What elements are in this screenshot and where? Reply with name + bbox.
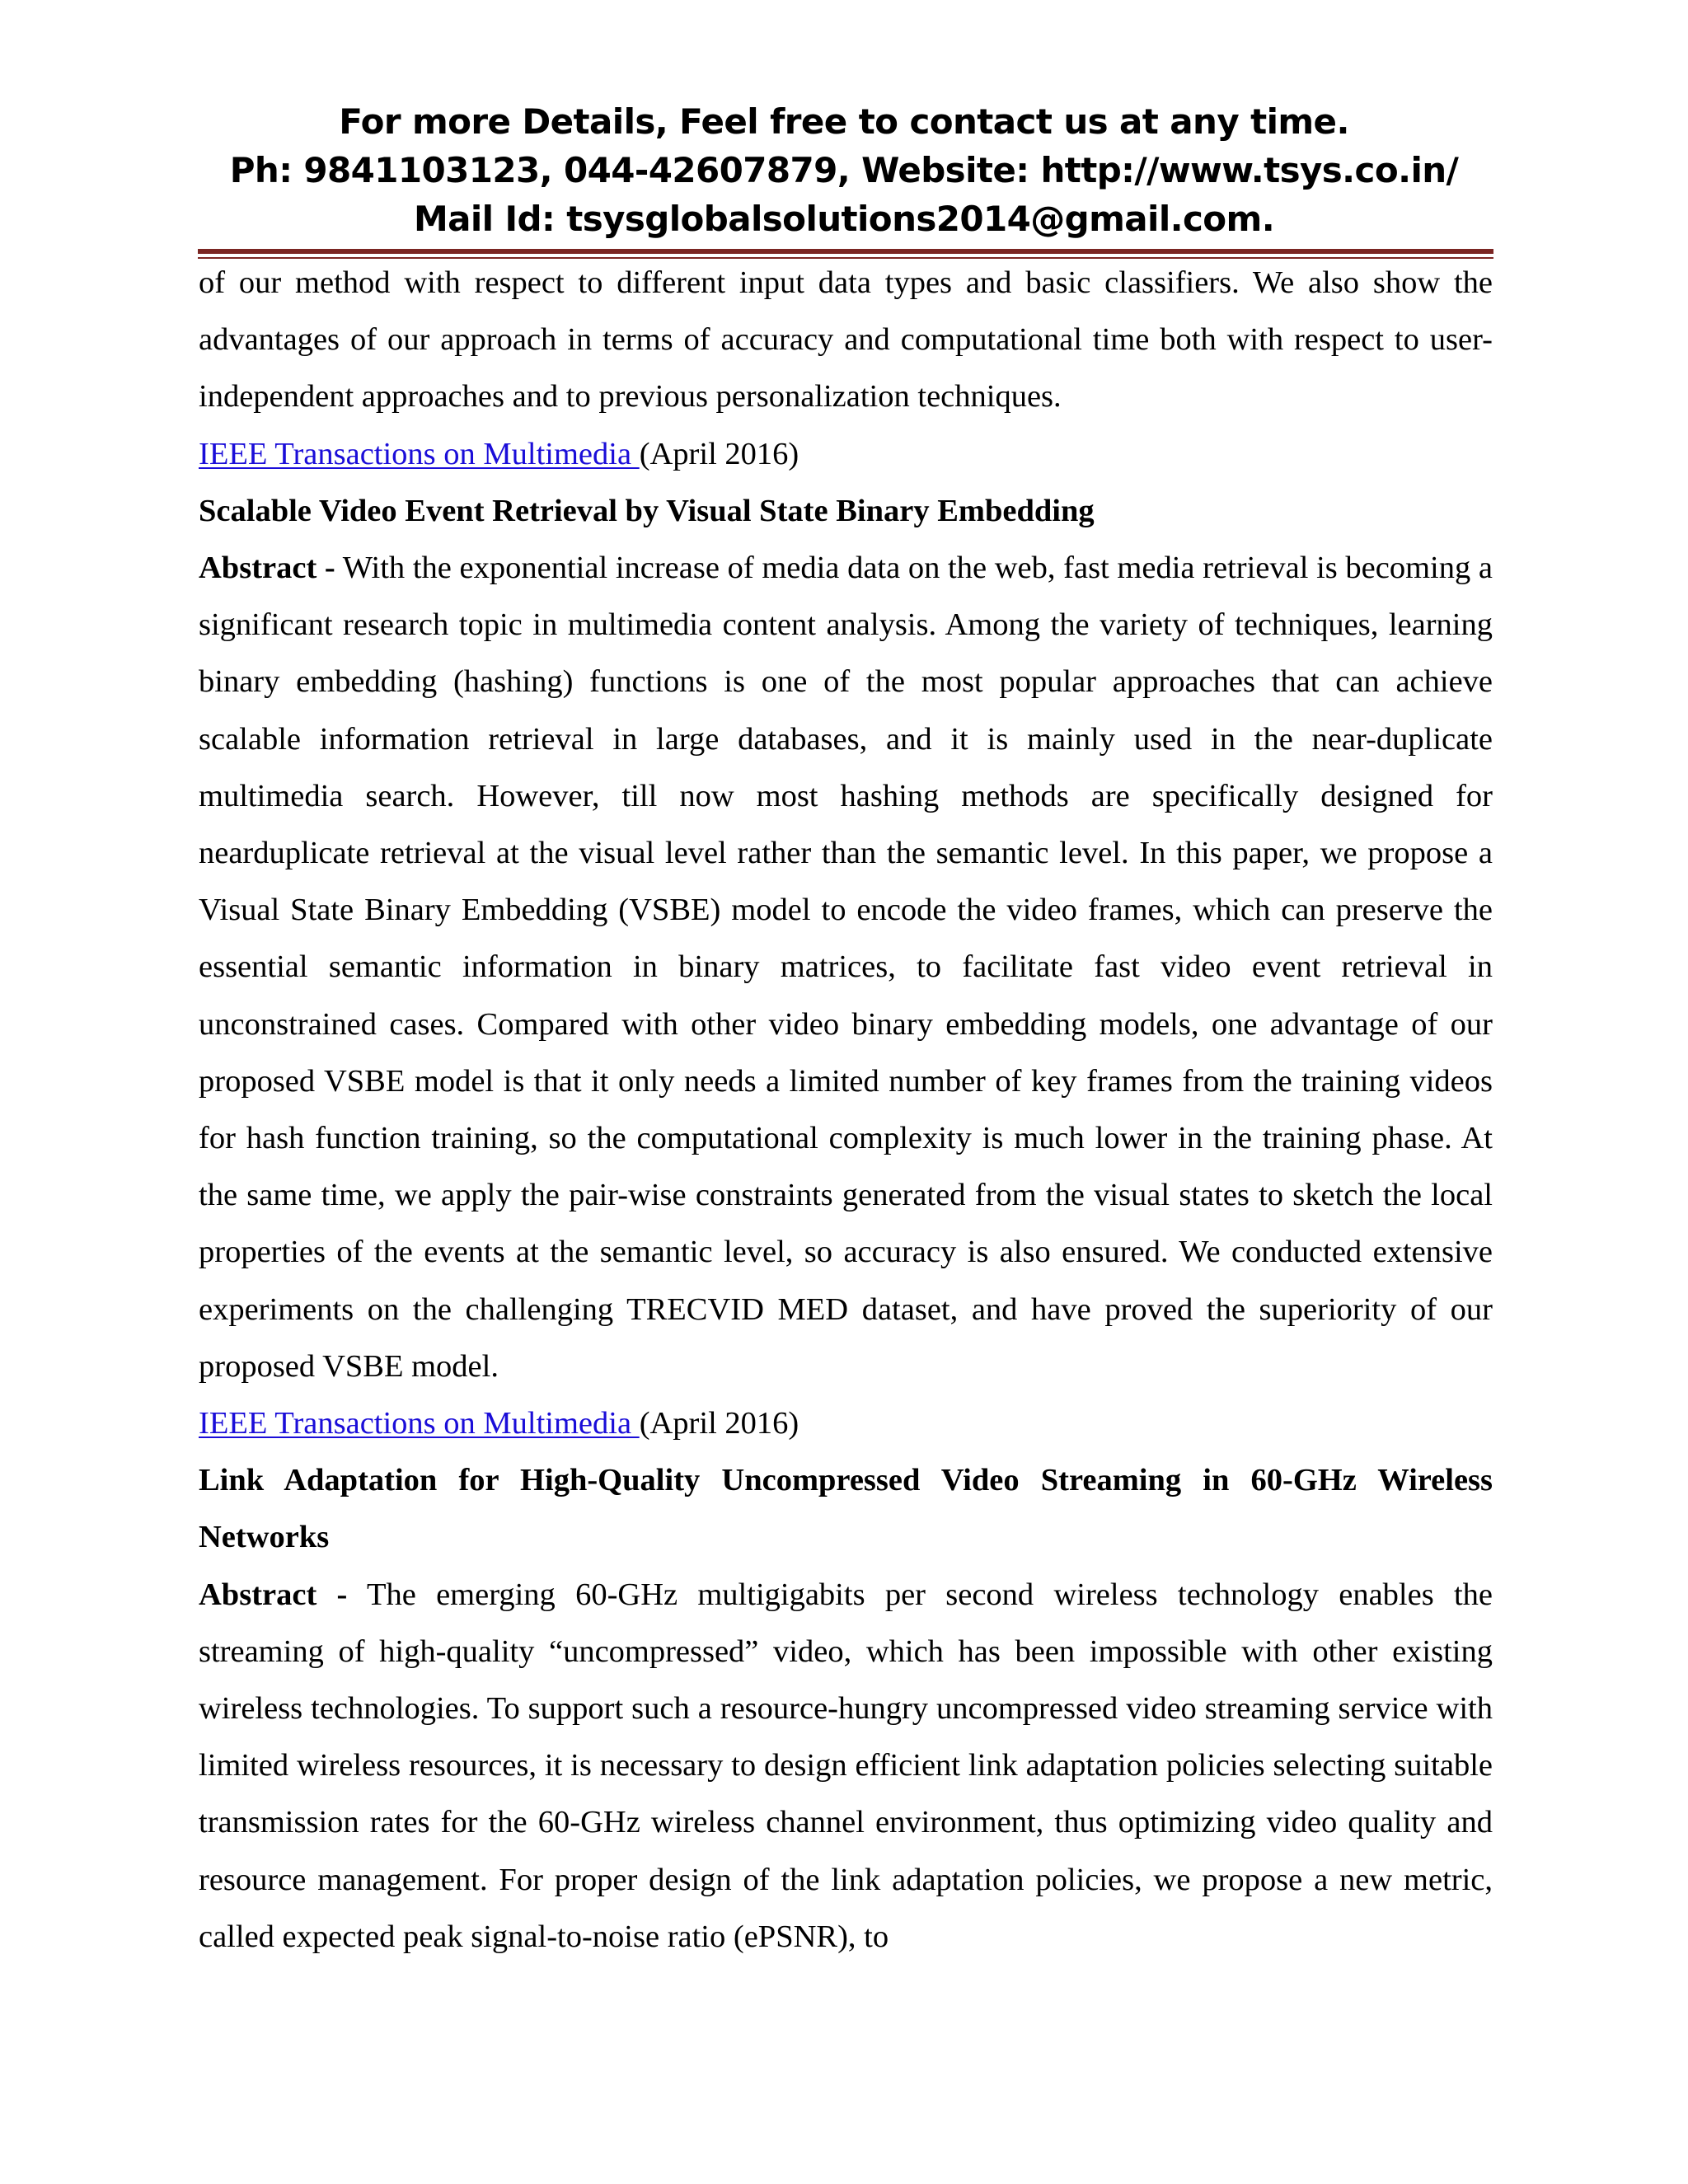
contact-header <box>0 97 1688 243</box>
paper-2-journal-link[interactable]: IEEE Transactions on Multimedia <box>199 1406 640 1441</box>
header-line-mail: Mail Id: tsysglobalsolutions2014@gmail.com. <box>413 199 1275 239</box>
header-line-details: For more Details, Feel free to contact us at any time. <box>339 101 1349 142</box>
paper-2-abstract <box>199 1567 1493 1966</box>
header-divider-thick <box>198 249 1493 254</box>
paper-1-date: (April 2016) <box>639 436 799 471</box>
intro-paragraph: of our method with respect to different input data types and basic classifiers. We also show the advantages of our approach in terms of accuracy and computational time both with respect to user-independent approaches and to previous personalization techniques. <box>199 265 1493 415</box>
document-body <box>199 255 1493 1966</box>
paper-1-abstract-label: Abstract - <box>199 551 335 586</box>
paper-1-journal-link[interactable]: IEEE Transactions on Multimedia <box>199 436 640 471</box>
paper-2-citation <box>199 1395 1493 1452</box>
header-line-phone-website: Ph: 9841103123, 044-42607879, Website: http://www.tsys.co.in/ <box>229 150 1459 190</box>
paper-2-title: Link Adaptation for High-Quality Uncompressed Video Streaming in 60-GHz Wireless Networks <box>199 1463 1493 1555</box>
paper-2-abstract-label: Abstract - <box>199 1577 348 1612</box>
paper-1-abstract-text: With the exponential increase of media data on the web, fast media retrieval is becoming a significant research topic in multimedia content analysis. Among the variety of techniques, learning binary embedding (hashing) functions is one of the most popular approaches that can achieve scalable information retrieval in large databases, and it is mainly used in the near-duplicate multimedia search. However, till now most hashing methods are specifically designed for nearduplicate retrieval at the visual level rather than the semantic level. In this paper, we propose a Visual State Binary Embedding (VSBE) model to encode the video frames, which can preserve the essential semantic information in binary matrices, to facilitate fast video event retrieval in unconstrained cases. Compared with other video binary embedding models, one advantage of our proposed VSBE model is that it only needs a limited number of key frames from the training videos for hash function training, so the computational complexity is much lower in the training phase. At the same time, we apply the pair-wise constraints generated from the visual states to sketch the local properties of the events at the semantic level, so accuracy is also ensured. We conducted extensive experiments on the challenging TRECVID MED dataset, and have proved the superiority of our proposed VSBE model. <box>199 551 1493 1384</box>
paper-1-title: Scalable Video Event Retrieval by Visual State Binary Embedding <box>199 493 1095 528</box>
paper-2-abstract-text: The emerging 60-GHz multigigabits per second wireless technology enables the streaming of high-quality “uncompressed” video, which has been impossible with other existing wireless technologies. To support such a resource-hungry uncompressed video streaming service with limited wireless resources, it is necessary to design efficient link adaptation policies selecting suitable transmission rates for the 60-GHz wireless channel environment, thus optimizing video quality and resource management. For proper design of the link adaptation policies, we propose a new metric, called expected peak signal-to-noise ratio (ePSNR), to <box>199 1577 1493 1954</box>
paper-2-date: (April 2016) <box>639 1406 799 1441</box>
paper-1-citation <box>199 426 1493 483</box>
paper-1-abstract <box>199 540 1493 1395</box>
